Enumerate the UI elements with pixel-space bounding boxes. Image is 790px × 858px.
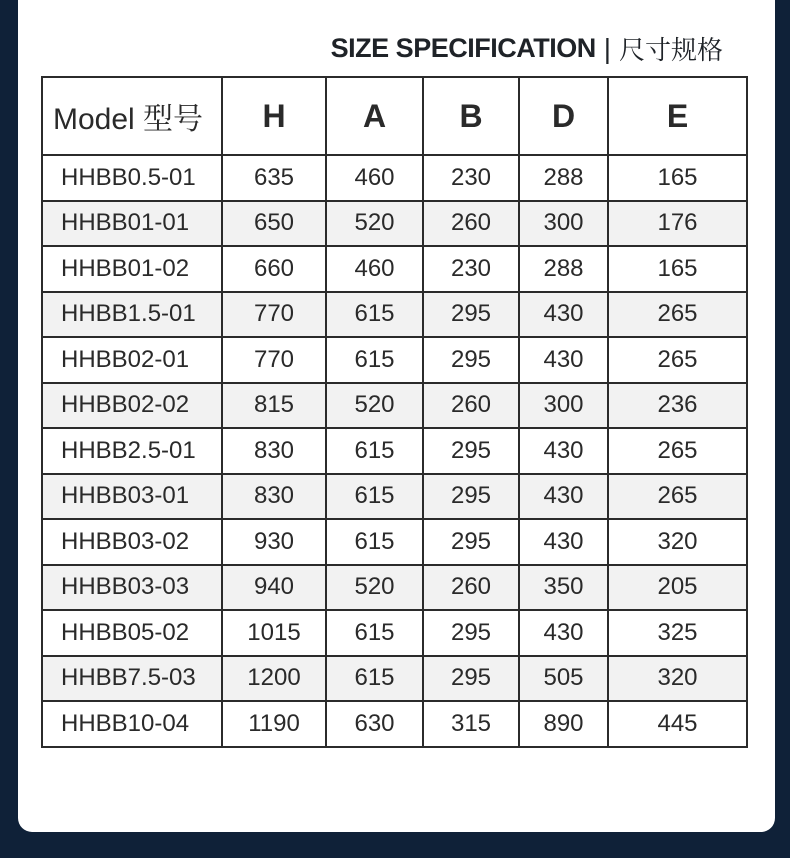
- table-row: [42, 474, 747, 520]
- table-body: [42, 155, 747, 747]
- cell-d: 350: [519, 565, 608, 611]
- table-row: [42, 701, 747, 747]
- header-d: D: [519, 77, 608, 155]
- cell-h: 770: [222, 292, 326, 338]
- table-row: [42, 610, 747, 656]
- cell-b: 260: [423, 565, 519, 611]
- title-chinese: 尺寸规格: [618, 36, 723, 66]
- cell-e: 320: [608, 519, 747, 565]
- cell-model: HHBB10-04: [42, 701, 222, 747]
- cell-b: 295: [423, 656, 519, 702]
- cell-b: 295: [423, 474, 519, 520]
- cell-h: 635: [222, 155, 326, 201]
- header-h: H: [222, 77, 326, 155]
- title-english: SIZE SPECIFICATION: [330, 33, 596, 63]
- cell-model: HHBB0.5-01: [42, 155, 222, 201]
- cell-a: 520: [326, 201, 423, 247]
- cell-h: 1015: [222, 610, 326, 656]
- cell-model: HHBB03-01: [42, 474, 222, 520]
- cell-a: 615: [326, 337, 423, 383]
- cell-h: 770: [222, 337, 326, 383]
- cell-h: 660: [222, 246, 326, 292]
- header-model: Model 型号: [42, 77, 222, 155]
- cell-d: 288: [519, 155, 608, 201]
- cell-h: 930: [222, 519, 326, 565]
- cell-a: 615: [326, 519, 423, 565]
- table-row: [42, 428, 747, 474]
- cell-d: 288: [519, 246, 608, 292]
- table-row: [42, 337, 747, 383]
- cell-a: 615: [326, 474, 423, 520]
- cell-a: 460: [326, 155, 423, 201]
- cell-d: 430: [519, 337, 608, 383]
- cell-h: 830: [222, 474, 326, 520]
- cell-d: 430: [519, 428, 608, 474]
- cell-e: 165: [608, 155, 747, 201]
- cell-a: 615: [326, 428, 423, 474]
- cell-d: 505: [519, 656, 608, 702]
- cell-d: 890: [519, 701, 608, 747]
- table-row: [42, 656, 747, 702]
- header-b: B: [423, 77, 519, 155]
- cell-d: 300: [519, 201, 608, 247]
- cell-b: 295: [423, 292, 519, 338]
- cell-e: 265: [608, 337, 747, 383]
- cell-e: 265: [608, 292, 747, 338]
- cell-e: 165: [608, 246, 747, 292]
- cell-a: 460: [326, 246, 423, 292]
- title-separator: |: [603, 32, 611, 64]
- cell-h: 830: [222, 428, 326, 474]
- cell-a: 520: [326, 383, 423, 429]
- cell-h: 1190: [222, 701, 326, 747]
- cell-b: 295: [423, 428, 519, 474]
- cell-model: HHBB03-03: [42, 565, 222, 611]
- cell-model: HHBB05-02: [42, 610, 222, 656]
- cell-a: 630: [326, 701, 423, 747]
- cell-model: HHBB7.5-03: [42, 656, 222, 702]
- cell-model: HHBB01-01: [42, 201, 222, 247]
- cell-h: 940: [222, 565, 326, 611]
- cell-d: 430: [519, 292, 608, 338]
- cell-b: 315: [423, 701, 519, 747]
- cell-b: 295: [423, 610, 519, 656]
- cell-d: 430: [519, 610, 608, 656]
- table-header-row: [42, 77, 747, 155]
- table-row: [42, 383, 747, 429]
- header-a: A: [326, 77, 423, 155]
- cell-e: 236: [608, 383, 747, 429]
- cell-b: 230: [423, 246, 519, 292]
- cell-a: 520: [326, 565, 423, 611]
- cell-a: 615: [326, 292, 423, 338]
- cell-b: 260: [423, 201, 519, 247]
- cell-b: 295: [423, 337, 519, 383]
- cell-e: 176: [608, 201, 747, 247]
- cell-b: 230: [423, 155, 519, 201]
- cell-d: 430: [519, 519, 608, 565]
- header-e: E: [608, 77, 747, 155]
- cell-model: HHBB02-02: [42, 383, 222, 429]
- cell-e: 445: [608, 701, 747, 747]
- table-row: [42, 519, 747, 565]
- cell-e: 265: [608, 428, 747, 474]
- table-row: [42, 246, 747, 292]
- cell-a: 615: [326, 656, 423, 702]
- cell-e: 205: [608, 565, 747, 611]
- page-title: [331, 30, 723, 67]
- table-row: [42, 565, 747, 611]
- cell-e: 320: [608, 656, 747, 702]
- cell-d: 430: [519, 474, 608, 520]
- cell-model: HHBB02-01: [42, 337, 222, 383]
- cell-model: HHBB1.5-01: [42, 292, 222, 338]
- cell-d: 300: [519, 383, 608, 429]
- cell-h: 1200: [222, 656, 326, 702]
- table-row: [42, 292, 747, 338]
- cell-e: 265: [608, 474, 747, 520]
- cell-b: 295: [423, 519, 519, 565]
- cell-model: HHBB01-02: [42, 246, 222, 292]
- cell-model: HHBB2.5-01: [42, 428, 222, 474]
- spec-card: [18, 0, 775, 832]
- cell-e: 325: [608, 610, 747, 656]
- size-spec-table: [41, 76, 748, 748]
- cell-h: 650: [222, 201, 326, 247]
- cell-b: 260: [423, 383, 519, 429]
- table-row: [42, 201, 747, 247]
- cell-model: HHBB03-02: [42, 519, 222, 565]
- cell-a: 615: [326, 610, 423, 656]
- table-row: [42, 155, 747, 201]
- cell-h: 815: [222, 383, 326, 429]
